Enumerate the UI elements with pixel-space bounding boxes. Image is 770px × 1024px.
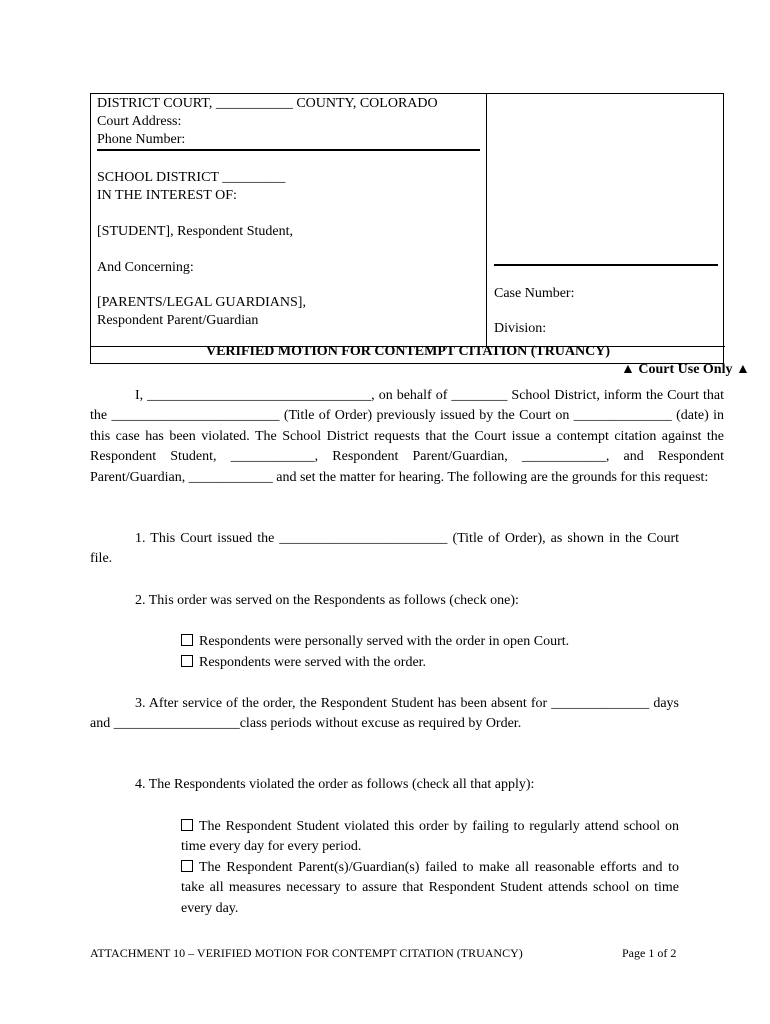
item-2-option-2-label: Respondents were served with the order. (199, 655, 427, 670)
checkbox[interactable] (181, 860, 193, 872)
court-use-only: ▲ Court Use Only ▲ (621, 362, 750, 377)
court-use-divider (494, 264, 718, 266)
page-number: Page 1 of 2 (622, 946, 677, 960)
respondent-parent-role: Respondent Parent/Guardian (97, 313, 259, 328)
court-address: Court Address: (97, 114, 182, 129)
caption-case-block (487, 94, 725, 346)
respondent-student: [STUDENT], Respondent Student, (97, 224, 293, 239)
respondent-parents: [PARENTS/LEGAL GUARDIANS], (97, 295, 306, 310)
intro-paragraph: I, ________________________________, on behalf of ________ School District, inform the Court that the ________________________ (Title of Order) previously issued by the Court on ______________ (date) in this case has been violated. The School District requests that the Court issue a contempt citation against the Respondent Student, ____________, Respondent Parent/Guardian, ____________, and Respondent Parent/Guardian, ____________ and set the matter for hearing. The following are the grounds for this request: (90, 388, 724, 485)
item-4-option-1-label: The Respondent Student violated this order by failing to regularly attend school on time every day for every period. (181, 819, 679, 855)
court-line: DISTRICT COURT, ___________ COUNTY, COLORADO (97, 96, 438, 111)
case-number: Case Number: (494, 286, 575, 301)
item-2-option-1-label: Respondents were personally served with the order in open Court. (199, 634, 570, 649)
checkbox[interactable] (181, 819, 193, 831)
item-1: 1. This Court issued the ________________________ (Title of Order), as shown in the Court file. (90, 531, 679, 567)
phone-number: Phone Number: (97, 132, 186, 147)
school-district: SCHOOL DISTRICT _________ (97, 170, 286, 185)
item-4-option-2[interactable] (181, 858, 679, 919)
item-4-option-1[interactable] (181, 817, 679, 858)
and-concerning: And Concerning: (97, 260, 194, 275)
item-4: 4. The Respondents violated the order as follows (check all that apply): (135, 777, 535, 792)
checkbox[interactable] (181, 634, 193, 646)
caption-party-block (91, 94, 487, 346)
division: Division: (494, 321, 547, 336)
checkbox[interactable] (181, 655, 193, 667)
caption-box (90, 93, 724, 364)
item-4-option-2-label: The Respondent Parent(s)/Guardian(s) failed to make all reasonable efforts and to take all measures necessary to assure that Respondent Student attends school on time every day. (181, 860, 679, 916)
footer-title: ATTACHMENT 10 – VERIFIED MOTION FOR CONTEMPT CITATION (TRUANCY) (90, 946, 523, 960)
item-2-option-1[interactable] (181, 632, 569, 652)
interest-of: IN THE INTEREST OF: (97, 188, 237, 203)
document-title: VERIFIED MOTION FOR CONTEMPT CITATION (TRUANCY) (205, 344, 611, 359)
item-2-option-2[interactable] (181, 653, 426, 673)
item-2: 2. This order was served on the Respondents as follows (check one): (135, 593, 519, 608)
item-3: 3. After service of the order, the Respondent Student has been absent for ______________ days and __________________class periods without excuse as required by Order. (90, 696, 679, 732)
caption-divider (97, 149, 480, 151)
